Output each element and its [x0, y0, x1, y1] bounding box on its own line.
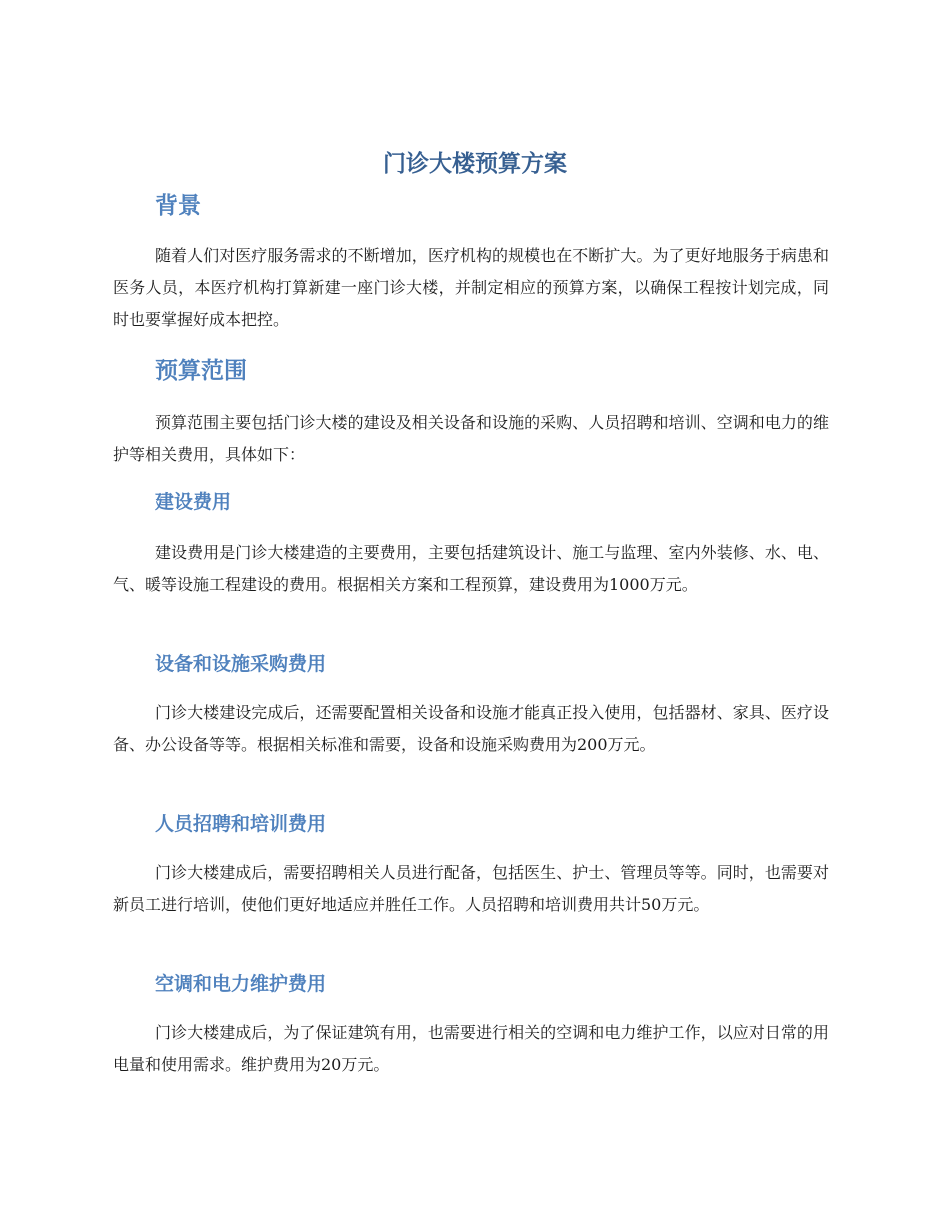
document-title: 门诊大楼预算方案 — [383, 151, 567, 177]
section-heading-budget-scope: 预算范围 — [155, 358, 247, 384]
subsection-paragraph-staffing-cost: 门诊大楼建成后，需要招聘相关人员进行配备，包括医生、护士、管理员等等。同时，也需要对新员工进行培训，使他们更好地适应并胜任工作。人员招聘和培训费用共计50万元。 — [113, 863, 829, 914]
subsection-heading-staffing-cost: 人员招聘和培训费用 — [155, 813, 327, 835]
subsection-paragraph-construction-cost: 建设费用是门诊大楼建造的主要费用，主要包括建筑设计、施工与监理、室内外装修、水、电、气、暖等设施工程建设的费用。根据相关方案和工程预算，建设费用为1000万元。 — [113, 543, 829, 594]
subsection-heading-maintenance-cost: 空调和电力维护费用 — [155, 973, 327, 995]
section-paragraph-budget-scope: 预算范围主要包括门诊大楼的建设及相关设备和设施的采购、人员招聘和培训、空调和电力的维护等相关费用，具体如下： — [113, 413, 829, 464]
subsection-heading-equipment-cost: 设备和设施采购费用 — [155, 653, 327, 675]
section-heading-background: 背景 — [155, 193, 201, 219]
subsection-heading-construction-cost: 建设费用 — [155, 491, 232, 513]
subsection-paragraph-maintenance-cost: 门诊大楼建成后，为了保证建筑有用，也需要进行相关的空调和电力维护工作，以应对日常的用电量和使用需求。维护费用为20万元。 — [113, 1023, 829, 1074]
section-paragraph-background: 随着人们对医疗服务需求的不断增加，医疗机构的规模也在不断扩大。为了更好地服务于病患和医务人员，本医疗机构打算新建一座门诊大楼，并制定相应的预算方案，以确保工程按计划完成，同时也要掌握好成本把控。 — [113, 246, 829, 329]
subsection-paragraph-equipment-cost: 门诊大楼建设完成后，还需要配置相关设备和设施才能真正投入使用，包括器材、家具、医疗设备、办公设备等等。根据相关标准和需要，设备和设施采购费用为200万元。 — [113, 703, 829, 754]
